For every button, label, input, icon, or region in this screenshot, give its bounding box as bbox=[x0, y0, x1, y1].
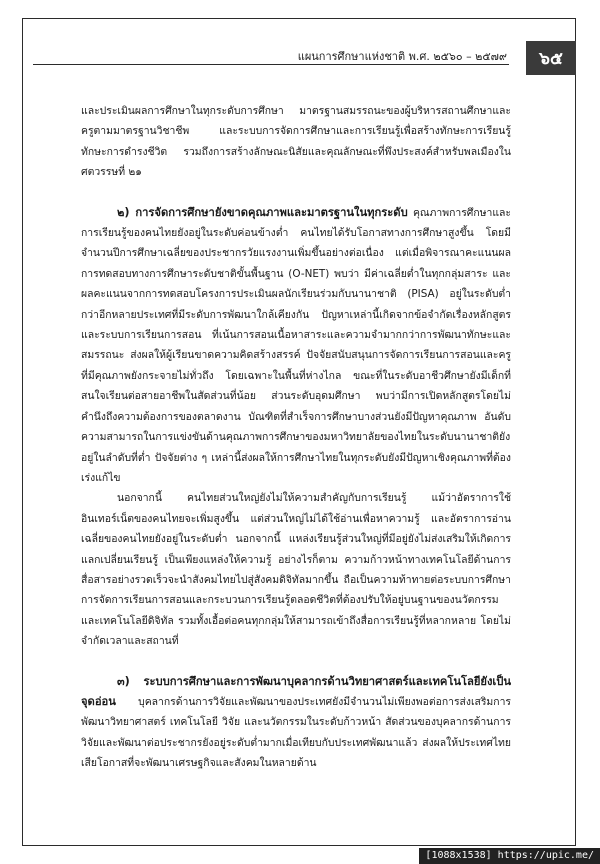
page-number: ๖๕ bbox=[526, 41, 576, 75]
paragraph-1 bbox=[81, 101, 511, 183]
paragraph-3-text: นอกจากนี้ คนไทยส่วนใหญ่ยังไม่ให้ความสำคัญกับการเรียนรู้ แม้ว่าอัตราการใช้อินเทอร์เน็ตของคนไทยจะเพิ่มสูงขึ้น แต่ส่วนใหญ่ไม่ได้ใช้อ่านเพื่อหาความรู้ และอัตราการอ่านเฉลี่ยของคนไทยยังอยู่ในระดับต่ำ นอกจากนี้ แหล่งเรียนรู้ส่วนใหญ่ที่มีอยู่ยังไม่ส่งเสริมให้เกิดการแลกเปลี่ยนเรียนรู้ เป็นเพียงแหล่งให้ความรู้ อย่างไรก็ตาม ความก้าวหน้าทางเทคโนโลยีด้านการสื่อสารอย่างรวดเร็วจะนำสังคมไทยไปสู่สังคมดิจิทัลมากขึ้น ถือเป็นความท้าทายต่อระบบการศึกษา การจัดการเรียนการสอนและกระบวนการเรียนรู้ตลอดชีวิตที่ต้องปรับให้อยู่บนฐานของนวัตกรรมและเทคโนโลยีดิจิทัล รวมทั้งเอื้อต่อคนทุกกลุ่มให้สามารถเข้าถึงสื่อการเรียนรู้ที่หลากหลาย โดยไม่จำกัดเวลาและสถานที่ bbox=[81, 492, 511, 648]
header-rule bbox=[33, 64, 509, 65]
image-source-tag: [1088x1538] https://upic.me/ bbox=[419, 848, 600, 864]
paragraph-3 bbox=[81, 488, 511, 651]
document-page bbox=[22, 18, 576, 846]
section-2-heading: ๒) การจัดการศึกษายังขาดคุณภาพและมาตรฐานในทุกระดับ bbox=[117, 205, 408, 219]
paragraph-2-text: คุณภาพการศึกษาและการเรียนรู้ของคนไทยยังอยู่ในระดับค่อนข้างต่ำ คนไทยได้รับโอกาสทางการศึกษาสูงขึ้น โดยมีจำนวนปีการศึกษาเฉลี่ยของประชากรวัยแรงงานเพิ่มขึ้นอย่างต่อเนื่อง แต่เมื่อพิจารณาคะแนนผลการทดสอบทางการศึกษาระดับชาติขั้นพื้นฐาน (O-NET) พบว่า มีค่าเฉลี่ยต่ำในทุกกลุ่มสาระ และผลคะแนนจากการทดสอบโครงการประเมินผลนักเรียนร่วมกับนานาชาติ (PISA) อยู่ในระดับต่ำกว่าอีกหลายประเทศที่มีระดับการพัฒนาใกล้เคียงกัน ปัญหาเหล่านี้เกิดจากข้อจำกัดเรื่องหลักสูตรและระบบการเรียนการสอน ที่เน้นการสอนเนื้อหาสาระและความจำมากกว่าการพัฒนาทักษะและสมรรถนะ ส่งผลให้ผู้เรียนขาดความคิดสร้างสรรค์ ปัจจัยสนับสนุนการจัดการเรียนการสอนและครูที่มีคุณภาพยังกระจายไม่ทั่วถึง โดยเฉพาะในพื้นที่ห่างไกล ขณะที่ในระดับอาชีวศึกษายังมีเด็กที่สนใจเรียนต่อสายอาชีพในสัดส่วนที่น้อย ส่วนระดับอุดมศึกษา พบว่ามีการเปิดหลักสูตรโดยไม่คำนึงถึงความต้องการของตลาดงาน บัณฑิตที่สำเร็จการศึกษาบางส่วนยังมีปัญหาคุณภาพ อันดับความสามารถในการแข่งขันด้านคุณภาพการศึกษาของมหาวิทยาลัยของไทยในระดับนานาชาติยังอยู่ในลำดับที่ต่ำ ปัจจัยต่าง ๆ เหล่านี้ส่งผลให้การศึกษาไทยในทุกระดับยังมีปัญหาเชิงคุณภาพที่ต้องเร่งแก้ไข bbox=[81, 206, 511, 484]
paragraph-4 bbox=[81, 672, 511, 774]
running-header bbox=[23, 37, 575, 67]
paragraph-4-text: บุคลากรด้านการวิจัยและพัฒนาของประเทศยังมีจำนวนไม่เพียงพอต่อการส่งเสริมการพัฒนาวิทยาศาสตร์ เทคโนโลยี วิจัย และนวัตกรรมในระดับก้าวหน้า สัดส่วนของบุคลากรด้านการวิจัยและพัฒนาต่อประชากรยังอยู่ระดับต่ำมากเมื่อเทียบกับประเทศพัฒนาแล้ว ส่งผลให้ประเทศไทยเสียโอกาสที่จะพัฒนาเศรษฐกิจและสังคมในหลายด้าน bbox=[81, 695, 511, 770]
paragraph-1-text: และประเมินผลการศึกษาในทุกระดับการศึกษา มาตรฐานสมรรถนะของผู้บริหารสถานศึกษาและครูตามมาตรฐานวิชาชีพ และระบบการจัดการศึกษาและการเรียนรู้เพื่อสร้างทักษะการเรียนรู้ ทักษะการดำรงชีวิต รวมถึงการสร้างลักษณะนิสัยและคุณลักษณะที่พึงประสงค์สำหรับพลเมืองในศตวรรษที่ ๒๑ bbox=[81, 105, 511, 179]
paragraph-2 bbox=[81, 203, 511, 489]
running-title: แผนการศึกษาแห่งชาติ พ.ศ. ๒๕๖๐ – ๒๕๗๙ bbox=[297, 50, 507, 63]
body-text bbox=[81, 101, 511, 774]
section-3-heading: ๓) ระบบการศึกษาและการพัฒนาบุคลากรด้านวิทยาศาสตร์และเทคโนโลยียังเป็นจุดอ่อน bbox=[81, 674, 511, 708]
